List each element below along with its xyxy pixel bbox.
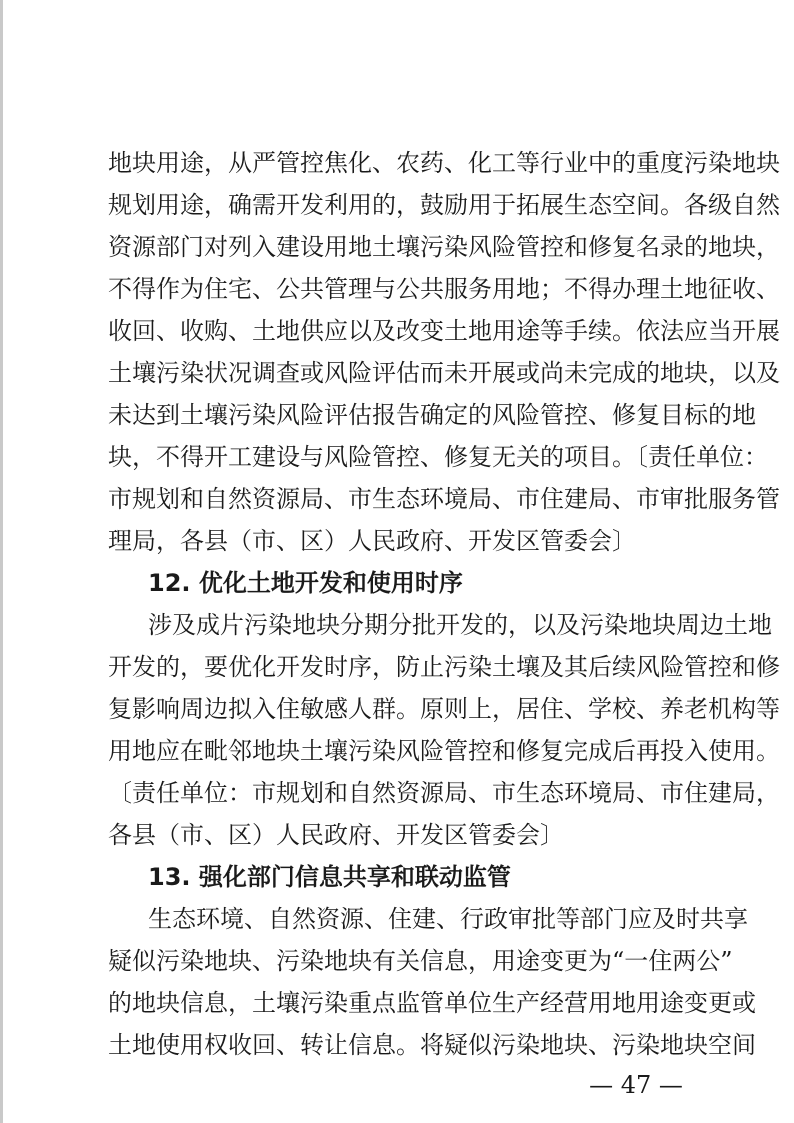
body-line: 的地块信息，土壤污染重点监管单位生产经营用地用途变更或 <box>108 989 756 1017</box>
body-line: 各县（市、区）人民政府、开发区管委会〕 <box>108 821 564 849</box>
body-line: 理局，各县（市、区）人民政府、开发区管委会〕 <box>108 527 636 555</box>
body-line: 资源部门对列入建设用地土壤污染风险管控和修复名录的地块， <box>108 233 780 261</box>
page-number: — 47 — <box>589 1071 683 1099</box>
body-line: 开发的，要优化开发时序，防止污染土壤及其后续风险管控和修 <box>108 653 780 681</box>
body-line: 地块用途，从严管控焦化、农药、化工等行业中的重度污染地块 <box>108 149 780 177</box>
body-line: 土壤污染状况调查或风险评估而未开展或尚未完成的地块，以及 <box>108 359 780 387</box>
section-heading: 13. 强化部门信息共享和联动监管 <box>148 863 511 891</box>
body-line: 疑似污染地块、污染地块有关信息，用途变更为“一住两公” <box>108 947 733 975</box>
body-line: 未达到土壤污染风险评估报告确定的风险管控、修复目标的地 <box>108 401 756 429</box>
body-line: 复影响周边拟入住敏感人群。原则上，居住、学校、养老机构等 <box>108 695 780 723</box>
body-line: 〔责任单位：市规划和自然资源局、市生态环境局、市住建局， <box>108 779 780 807</box>
body-line: 用地应在毗邻地块土壤污染风险管控和修复完成后再投入使用。 <box>108 737 780 765</box>
body-line: 生态环境、自然资源、住建、行政审批等部门应及时共享 <box>148 905 748 933</box>
body-line: 涉及成片污染地块分期分批开发的，以及污染地块周边土地 <box>148 611 772 639</box>
body-line: 土地使用权收回、转让信息。将疑似污染地块、污染地块空间 <box>108 1031 756 1059</box>
body-line: 规划用途，确需开发利用的，鼓励用于拓展生态空间。各级自然 <box>108 191 780 219</box>
section-heading: 12. 优化土地开发和使用时序 <box>148 569 463 597</box>
body-line: 不得作为住宅、公共管理与公共服务用地；不得办理土地征收、 <box>108 275 780 303</box>
body-line: 市规划和自然资源局、市生态环境局、市住建局、市审批服务管 <box>108 485 780 513</box>
body-line: 收回、收购、土地供应以及改变土地用途等手续。依法应当开展 <box>108 317 780 345</box>
body-line: 块，不得开工建设与风险管控、修复无关的项目。〔责任单位： <box>108 443 768 471</box>
